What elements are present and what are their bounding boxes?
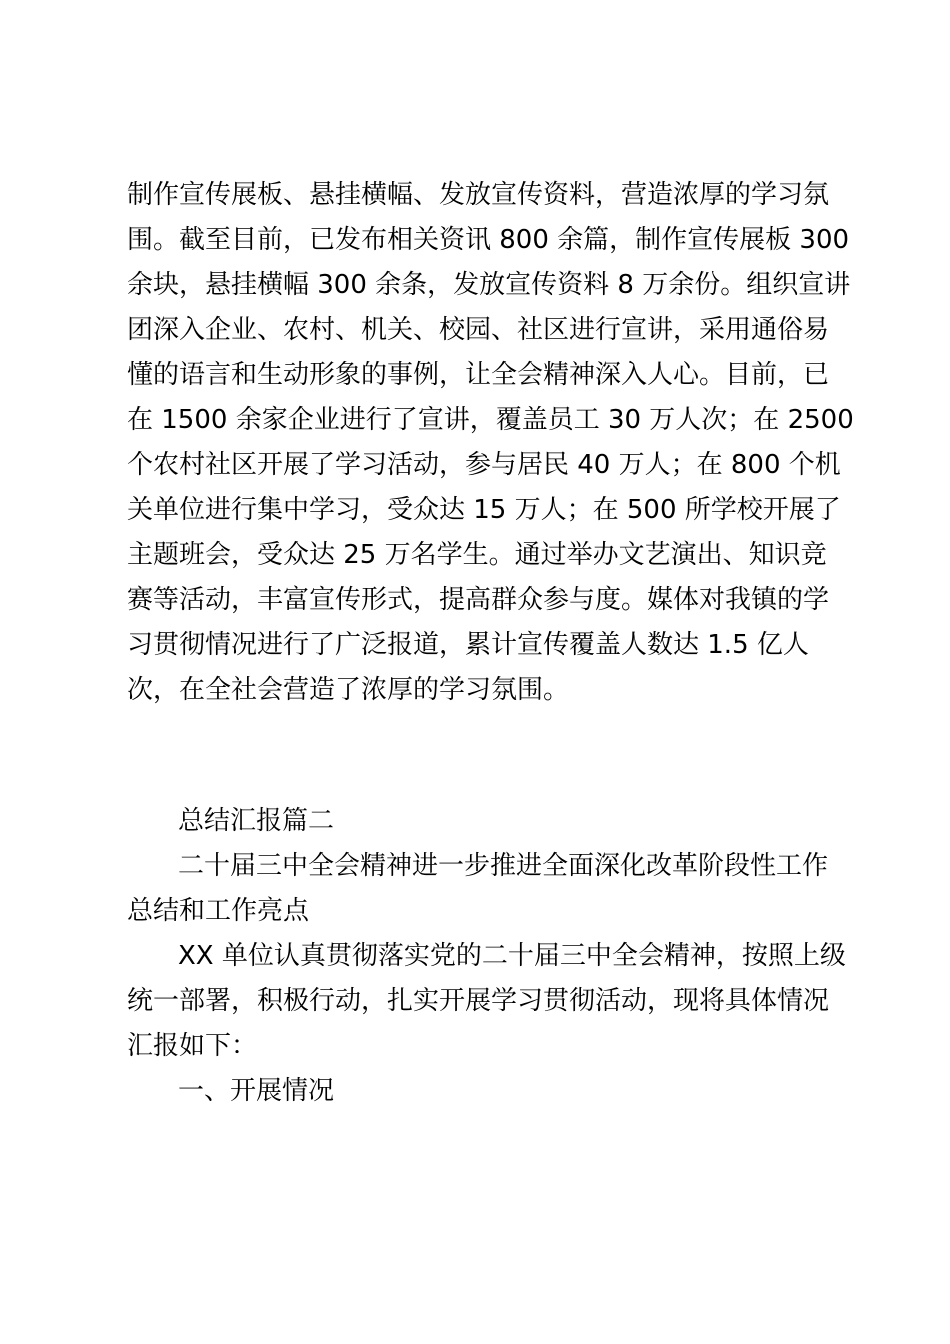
paragraph-line: 次，在全社会营造了浓厚的学习氛围。 (127, 675, 570, 705)
paragraph-line: 个农村社区开展了学习活动，参与居民 40 万人；在 800 个机 (127, 450, 841, 480)
document-title-line: 总结和工作亮点 (127, 896, 310, 926)
document-title-line: 二十届三中全会精神进一步推进全面深化改革阶段性工作 (178, 851, 829, 881)
paragraph-line: 赛等活动，丰富宣传形式，提高群众参与度。媒体对我镇的学 (127, 585, 830, 615)
paragraph-line: 制作宣传展板、悬挂横幅、发放宣传资料，营造浓厚的学习氛 (127, 180, 830, 210)
paragraph-line: 懂的语言和生动形象的事例，让全会精神深入人心。目前，已 (127, 360, 830, 390)
section-heading: 一、开展情况 (178, 1076, 335, 1106)
intro-line: 汇报如下： (127, 1031, 258, 1061)
paragraph-line: 围。截至目前，已发布相关资讯 800 余篇，制作宣传展板 300 (127, 225, 850, 255)
intro-line: 统一部署，积极行动，扎实开展学习贯彻活动，现将具体情况 (127, 986, 830, 1016)
paragraph-line: 主题班会，受众达 25 万名学生。通过举办文艺演出、知识竞 (127, 540, 827, 570)
paragraph-line: 在 1500 余家企业进行了宣讲，覆盖员工 30 万人次；在 2500 (127, 405, 854, 435)
intro-line: XX 单位认真贯彻落实党的二十届三中全会精神，按照上级 (178, 941, 846, 971)
paragraph-line: 余块，悬挂横幅 300 余条，发放宣传资料 8 万余份。组织宣讲 (127, 270, 851, 300)
paragraph-line: 习贯彻情况进行了广泛报道，累计宣传覆盖人数达 1.5 亿人 (127, 630, 809, 660)
paragraph-line: 关单位进行集中学习，受众达 15 万人；在 500 所学校开展了 (127, 495, 841, 525)
section-label: 总结汇报篇二 (178, 806, 335, 836)
paragraph-line: 团深入企业、农村、机关、校园、社区进行宣讲，采用通俗易 (127, 315, 830, 345)
